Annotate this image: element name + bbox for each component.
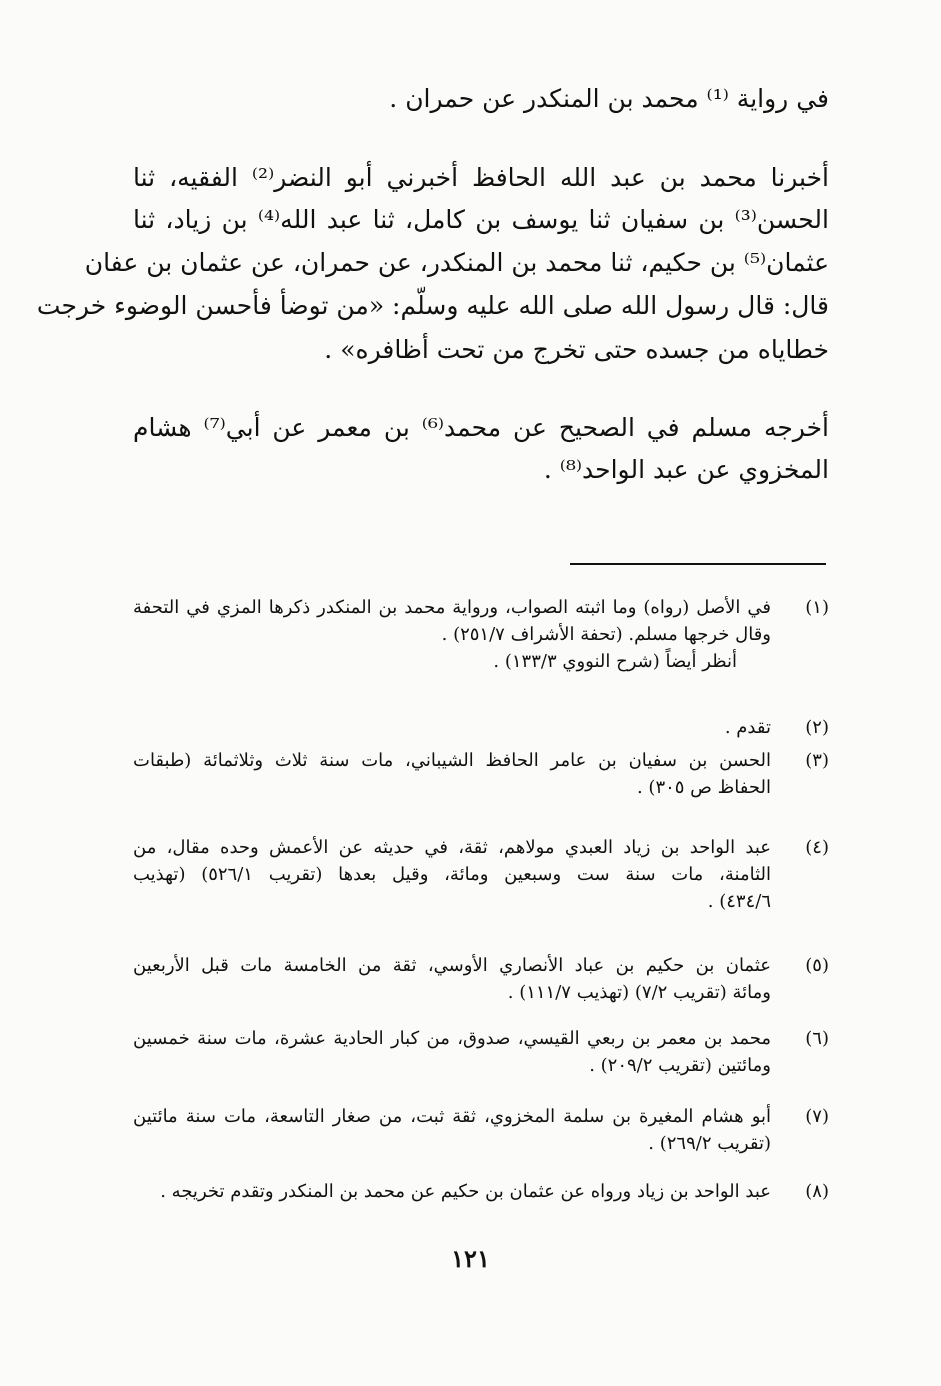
footnote-3 [133,747,829,801]
footnote-line: الحسن بن سفيان بن عامر الحافظ الشيباني، مات سنة ثلاث وثلاثمائة (طبقات [133,750,771,771]
footnote-line: الحفاظ ص ٣٠٥) . [636,777,771,798]
main-text-line: عثمان⁽⁵⁾ بن حكيم، ثنا محمد بن المنكدر، عن حمران، عن عثمان بن عفان [84,248,829,277]
footnote-line: الثامنة، مات سنة ست وسبعين ومائة، وقيل بعدها (تقريب ٥٢٦/١) (تهذيب [133,864,771,885]
footnote-line: تقدم . [724,717,771,738]
footnote-number: (٧) [805,1106,829,1127]
main-text-line: خطاياه من جسده حتى تخرج من تحت أظافره» . [324,335,829,364]
footnote-line: محمد بن معمر بن ربعي القيسي، صدوق، من كبار الحادية عشرة، مات سنة خمسين [133,1028,771,1049]
footnote-number: (٥) [805,955,829,976]
footnote-line: ومائتين (تقريب ٢٠٩/٢) . [589,1055,771,1076]
footnote-line: ومائة (تقريب ٧/٢) (تهذيب ١١١/٧) . [507,982,771,1003]
main-text-line: قال: قال رسول الله صلى الله عليه وسلّم: «من توضأ فأحسن الوضوء خرجت [36,291,829,320]
footnote-line: عبد الواحد بن زياد العبدي مولاهم، ثقة، في حديثه عن الأعمش وحده مقال، من [133,837,771,858]
footnote-number: (٦) [805,1028,829,1049]
footnote-number: (٢) [805,717,829,738]
footnote-number: (٤) [805,837,829,858]
footnote-2 [133,714,829,741]
footnote-line: عثمان بن حكيم بن عباد الأنصاري الأوسي، ثقة من الخامسة مات قبل الأربعين [133,955,771,976]
footnote-number: (٨) [805,1181,829,1202]
footnote-5 [133,952,829,1006]
footnote-6 [133,1025,829,1079]
footnote-line: (تقريب ٢٦٩/٢) . [648,1133,771,1154]
footnote-line: في الأصل (رواه) وما اثبته الصواب، ورواية محمد بن المنكدر ذكرها المزي في التحفة [133,597,771,618]
footnote-4 [133,834,829,915]
main-text-line: المخزوي عن عبد الواحد⁽⁸⁾ . [543,455,829,484]
footnote-number: (١) [805,597,829,618]
footnote-line: عبد الواحد بن زياد ورواه عن عثمان بن حكيم عن محمد بن المنكدر وتقدم تخريجه . [160,1181,771,1202]
footnote-8 [133,1178,829,1205]
footnote-7 [133,1103,829,1157]
footnote-number: (٣) [805,750,829,771]
footnote-1 [133,594,829,675]
page-number: ١٢١ [451,1244,490,1273]
main-text-line: أخبرنا محمد بن عبد الله الحافظ أخبرني أبو النضر⁽²⁾ الفقيه، ثنا [133,163,829,192]
footnote-line: أبو هشام المغيرة بن سلمة المخزوي، ثقة ثبت، من صغار التاسعة، مات سنة مائتين [133,1106,771,1127]
footnote-separator [570,563,826,565]
footnote-line: ٤٣٤/٦) . [707,891,771,912]
main-text-line: في رواية ⁽¹⁾ محمد بن المنكدر عن حمران . [389,84,829,113]
footnote-line: أنظر أيضاً (شرح النووي ١٣٣/٣) . [493,651,737,672]
footnote-line: وقال خرجها مسلم. (تحفة الأشراف ٢٥١/٧) . [441,624,771,645]
main-text-line: أخرجه مسلم في الصحيح عن محمد⁽⁶⁾ بن معمر عن أبي⁽⁷⁾ هشام [133,413,829,442]
main-text-line: الحسن⁽³⁾ بن سفيان ثنا يوسف بن كامل، ثنا عبد الله⁽⁴⁾ بن زياد، ثنا [133,205,829,234]
